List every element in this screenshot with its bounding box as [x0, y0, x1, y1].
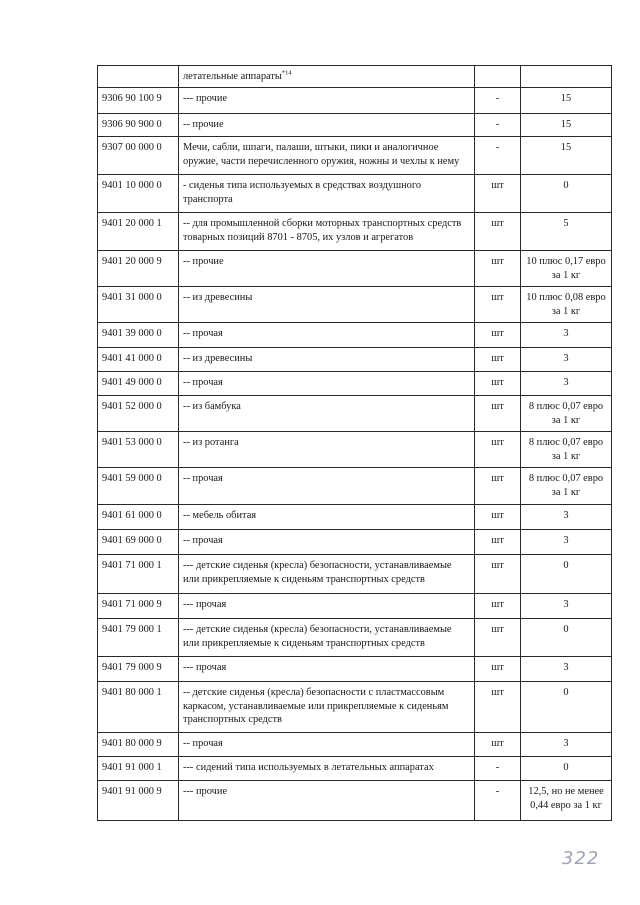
tnved-code-cell: 9401 59 000 0: [98, 468, 179, 505]
table-row: [98, 348, 612, 372]
description-cell: - сиденья типа используемых в средствах воздушного транспорта: [179, 175, 475, 213]
tnved-code-cell: 9401 39 000 0: [98, 323, 179, 348]
table-row: [98, 468, 612, 505]
description-cell: --- детские сиденья (кресла) безопасности, устанавливаемые или прикрепляемые к сиденьям транспортных средств: [179, 555, 475, 594]
description-cell: --- прочая: [179, 594, 475, 619]
table-row: [98, 175, 612, 213]
rate-cell: 15: [521, 114, 612, 137]
table-row: [98, 757, 612, 781]
unit-cell: шт: [475, 468, 521, 505]
unit-cell: шт: [475, 682, 521, 733]
unit-cell: шт: [475, 287, 521, 323]
tnved-code-cell: 9401 71 000 9: [98, 594, 179, 619]
description-cell: -- прочая: [179, 372, 475, 396]
tnved-code-cell: 9306 90 100 9: [98, 88, 179, 114]
page-number: 322: [562, 848, 600, 869]
description-cell: -- из ротанга: [179, 432, 475, 468]
description-cell: -- детские сиденья (кресла) безопасности с пластмассовым каркасом, устанавливаемые или прикрепляемые к сиденьям транспортных средств: [179, 682, 475, 733]
rate-cell: 10 плюс 0,17 евро за 1 кг: [521, 251, 612, 287]
rate-cell: 0: [521, 555, 612, 594]
rate-cell: 15: [521, 137, 612, 175]
description-cell: -- прочие: [179, 251, 475, 287]
rate-cell: 8 плюс 0,07 евро за 1 кг: [521, 396, 612, 432]
rate-cell: 0: [521, 619, 612, 657]
description-text: летательные аппараты: [183, 71, 282, 82]
tnved-code-cell: [98, 66, 179, 88]
table-row: [98, 657, 612, 682]
table-row: [98, 114, 612, 137]
rate-cell: 3: [521, 505, 612, 530]
description-cell: --- сидений типа используемых в летательных аппаратах: [179, 757, 475, 781]
tnved-code-cell: 9401 61 000 0: [98, 505, 179, 530]
description-cell: -- прочая: [179, 733, 475, 757]
table-row: [98, 213, 612, 251]
unit-cell: шт: [475, 657, 521, 682]
tnved-code-cell: 9401 71 000 1: [98, 555, 179, 594]
tnved-code-cell: 9307 00 000 0: [98, 137, 179, 175]
table-row: [98, 137, 612, 175]
description-cell: --- детские сиденья (кресла) безопасности, устанавливаемые или прикрепляемые к сиденьям транспортных средств: [179, 619, 475, 657]
unit-cell: шт: [475, 530, 521, 555]
table-row: [98, 619, 612, 657]
unit-cell: -: [475, 137, 521, 175]
tnved-code-cell: 9401 79 000 1: [98, 619, 179, 657]
rate-cell: 8 плюс 0,07 евро за 1 кг: [521, 432, 612, 468]
unit-cell: -: [475, 757, 521, 781]
tnved-code-cell: 9401 49 000 0: [98, 372, 179, 396]
description-cell: --- прочие: [179, 88, 475, 114]
tnved-code-cell: 9401 20 000 9: [98, 251, 179, 287]
table-row: [98, 88, 612, 114]
unit-cell: шт: [475, 733, 521, 757]
rate-cell: 5: [521, 213, 612, 251]
rate-cell: 3: [521, 323, 612, 348]
unit-cell: шт: [475, 251, 521, 287]
table-row: [98, 733, 612, 757]
tnved-code-cell: 9401 20 000 1: [98, 213, 179, 251]
rate-cell: 3: [521, 530, 612, 555]
description-cell: -- прочая: [179, 468, 475, 505]
footnote-marker: *14: [281, 69, 292, 77]
table-row: [98, 505, 612, 530]
tnved-code-cell: 9401 80 000 1: [98, 682, 179, 733]
rate-cell: 3: [521, 733, 612, 757]
table-row: [98, 555, 612, 594]
description-cell: -- прочая: [179, 323, 475, 348]
table-row: [98, 251, 612, 287]
tnved-code-cell: 9401 53 000 0: [98, 432, 179, 468]
unit-cell: шт: [475, 505, 521, 530]
tnved-code-cell: 9401 80 000 9: [98, 733, 179, 757]
rate-cell: 8 плюс 0,07 евро за 1 кг: [521, 468, 612, 505]
description-cell: -- из древесины: [179, 287, 475, 323]
unit-cell: шт: [475, 213, 521, 251]
description-cell: -- из древесины: [179, 348, 475, 372]
unit-cell: шт: [475, 619, 521, 657]
unit-cell: шт: [475, 372, 521, 396]
table-row: [98, 594, 612, 619]
description-cell: -- прочая: [179, 530, 475, 555]
description-cell: --- прочие: [179, 781, 475, 821]
table-row: [98, 781, 612, 821]
unit-cell: [475, 66, 521, 88]
description-cell: -- из бамбука: [179, 396, 475, 432]
rate-cell: 15: [521, 88, 612, 114]
rate-cell: 3: [521, 372, 612, 396]
unit-cell: -: [475, 114, 521, 137]
description-cell: --- прочая: [179, 657, 475, 682]
rate-cell: 0: [521, 682, 612, 733]
unit-cell: -: [475, 781, 521, 821]
unit-cell: шт: [475, 594, 521, 619]
tariff-table-body: [98, 66, 612, 821]
rate-cell: 12,5, но не менее 0,44 евро за 1 кг: [521, 781, 612, 821]
tnved-code-cell: 9401 69 000 0: [98, 530, 179, 555]
description-cell: -- прочие: [179, 114, 475, 137]
rate-cell: 0: [521, 757, 612, 781]
table-row: [98, 432, 612, 468]
rate-cell: 3: [521, 594, 612, 619]
table-row: [98, 323, 612, 348]
description-cell: Мечи, сабли, шпаги, палаши, штыки, пики и аналогичное оружие, части перечисленного оружия, ножны и чехлы к нему: [179, 137, 475, 175]
rate-cell: 3: [521, 657, 612, 682]
tnved-code-cell: 9401 91 000 1: [98, 757, 179, 781]
tnved-code-cell: 9401 52 000 0: [98, 396, 179, 432]
tnved-code-cell: 9401 41 000 0: [98, 348, 179, 372]
table-row: [98, 396, 612, 432]
rate-cell: 0: [521, 175, 612, 213]
unit-cell: шт: [475, 348, 521, 372]
unit-cell: шт: [475, 323, 521, 348]
tnved-code-cell: 9401 79 000 9: [98, 657, 179, 682]
description-cell: -- для промышленной сборки моторных транспортных средств товарных позиций 8701 - 8705, их узлов и агрегатов: [179, 213, 475, 251]
unit-cell: шт: [475, 396, 521, 432]
table-row-continued: [98, 66, 612, 88]
unit-cell: шт: [475, 432, 521, 468]
unit-cell: шт: [475, 175, 521, 213]
rate-cell: 3: [521, 348, 612, 372]
table-row: [98, 682, 612, 733]
tnved-code-cell: 9401 31 000 0: [98, 287, 179, 323]
table-row: [98, 372, 612, 396]
tariff-table: [97, 65, 612, 821]
rate-cell: 10 плюс 0,08 евро за 1 кг: [521, 287, 612, 323]
table-row: [98, 530, 612, 555]
description-cell: -- мебель обитая: [179, 505, 475, 530]
tnved-code-cell: 9306 90 900 0: [98, 114, 179, 137]
tnved-code-cell: 9401 91 000 9: [98, 781, 179, 821]
unit-cell: -: [475, 88, 521, 114]
tnved-code-cell: 9401 10 000 0: [98, 175, 179, 213]
description-cell: [179, 66, 475, 88]
table-row: [98, 287, 612, 323]
unit-cell: шт: [475, 555, 521, 594]
rate-cell: [521, 66, 612, 88]
